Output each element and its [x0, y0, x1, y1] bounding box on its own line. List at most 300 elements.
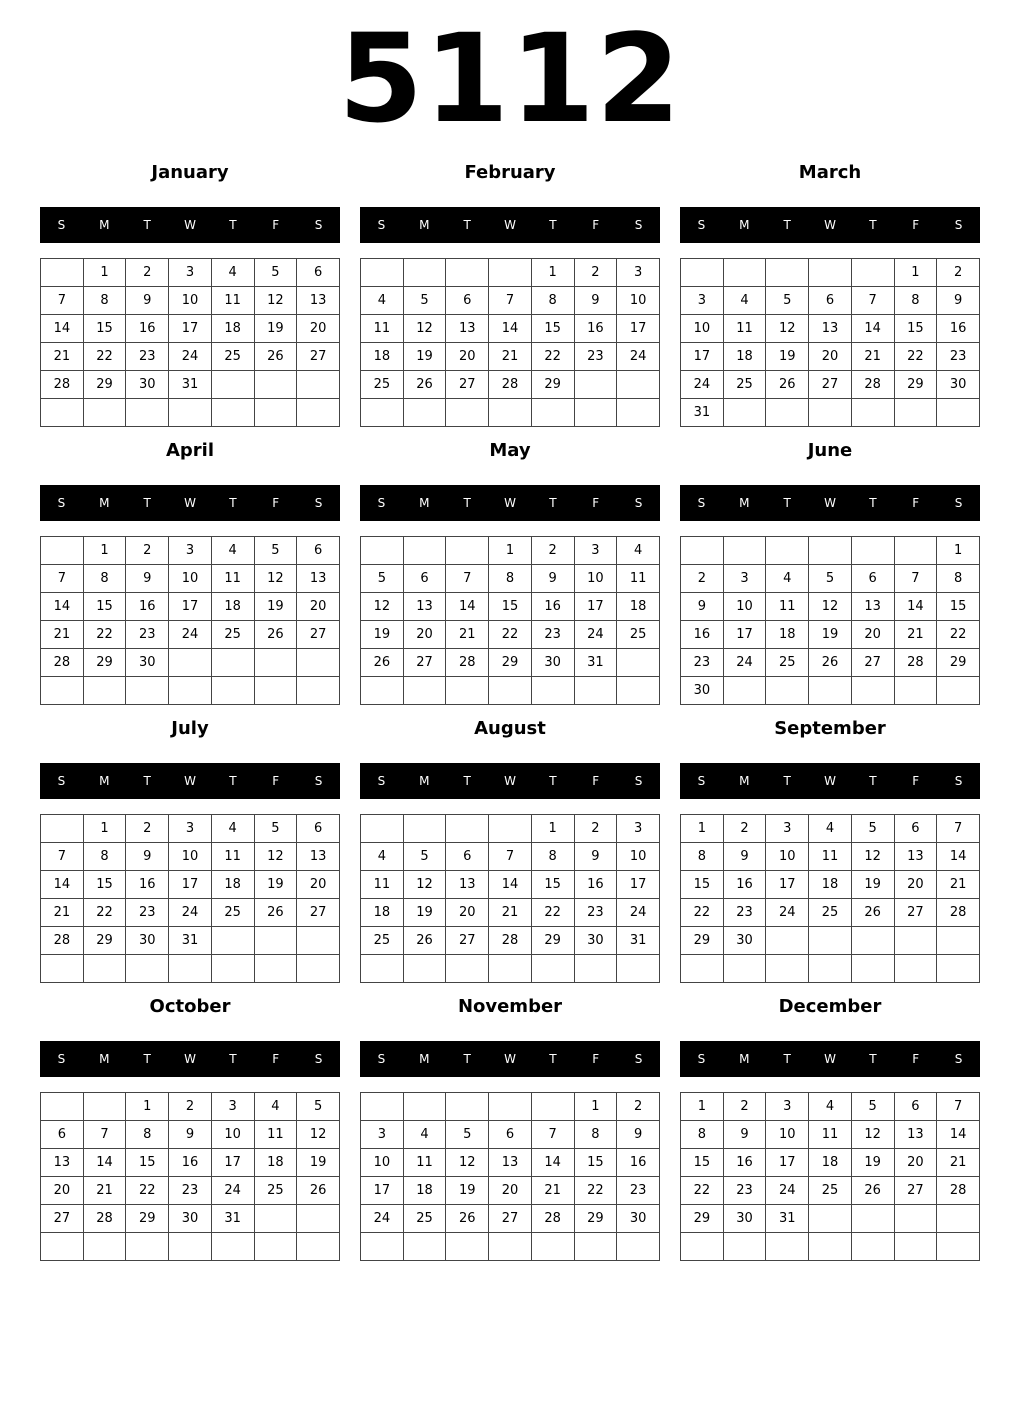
day-cell: 8 — [937, 565, 980, 593]
weekday-label: S — [697, 774, 706, 788]
week-row — [41, 1233, 340, 1261]
day-cell — [531, 955, 574, 983]
day-cell: 24 — [766, 899, 809, 927]
weekday-header — [360, 1041, 660, 1077]
day-cell: 24 — [169, 899, 212, 927]
day-cell: 12 — [851, 843, 894, 871]
day-cell: 30 — [169, 1205, 212, 1233]
weekday-label: S — [377, 496, 386, 510]
weekday-label: W — [184, 218, 196, 232]
day-cell — [297, 955, 340, 983]
day-cell — [254, 371, 297, 399]
day-cell: 17 — [574, 593, 617, 621]
day-cell: 8 — [531, 843, 574, 871]
week-row — [41, 1177, 340, 1205]
day-cell: 10 — [361, 1149, 404, 1177]
day-cell: 30 — [681, 677, 724, 705]
weekday-header — [360, 207, 660, 243]
week-row — [41, 371, 340, 399]
day-cell: 27 — [894, 1177, 937, 1205]
weekday-label: F — [272, 774, 280, 788]
day-cell: 15 — [126, 1149, 169, 1177]
day-cell — [41, 815, 84, 843]
week-row — [41, 815, 340, 843]
day-cell: 9 — [531, 565, 574, 593]
day-cell: 7 — [446, 565, 489, 593]
day-cell — [169, 1233, 212, 1261]
day-cell — [937, 1233, 980, 1261]
day-cell: 10 — [723, 593, 766, 621]
day-cell: 31 — [766, 1205, 809, 1233]
day-cell: 22 — [574, 1177, 617, 1205]
day-cell — [126, 1233, 169, 1261]
day-cell: 12 — [446, 1149, 489, 1177]
day-cell: 1 — [894, 259, 937, 287]
day-cell — [681, 537, 724, 565]
day-cell — [254, 677, 297, 705]
day-cell: 28 — [489, 371, 532, 399]
day-cell: 15 — [83, 871, 126, 899]
day-cell — [446, 259, 489, 287]
day-cell: 14 — [489, 315, 532, 343]
weekday-label: T — [783, 774, 791, 788]
day-cell — [574, 399, 617, 427]
day-cell — [41, 955, 84, 983]
weekday-label: M — [99, 496, 110, 510]
day-cell — [809, 399, 852, 427]
week-row — [41, 343, 340, 371]
week-row — [361, 399, 660, 427]
day-cell — [297, 649, 340, 677]
day-cell: 20 — [41, 1177, 84, 1205]
weekday-label: F — [912, 774, 920, 788]
day-cell — [617, 399, 660, 427]
day-cell: 15 — [531, 315, 574, 343]
week-row — [681, 1121, 980, 1149]
day-grid — [680, 814, 980, 983]
day-cell: 29 — [489, 649, 532, 677]
weekday-label: S — [634, 218, 643, 232]
day-cell: 12 — [851, 1121, 894, 1149]
weekday-label: S — [954, 774, 963, 788]
weekday-label: F — [592, 496, 600, 510]
week-row — [361, 871, 660, 899]
day-cell: 19 — [446, 1177, 489, 1205]
day-cell: 8 — [83, 287, 126, 315]
day-cell — [617, 371, 660, 399]
day-cell — [851, 537, 894, 565]
day-cell — [297, 927, 340, 955]
week-row — [361, 899, 660, 927]
day-cell: 8 — [126, 1121, 169, 1149]
day-cell: 25 — [361, 927, 404, 955]
week-row — [361, 843, 660, 871]
weekday-label: M — [739, 774, 750, 788]
week-row — [361, 677, 660, 705]
day-cell: 19 — [254, 871, 297, 899]
week-row — [361, 815, 660, 843]
day-cell: 17 — [169, 593, 212, 621]
day-cell: 23 — [681, 649, 724, 677]
weekday-label: T — [463, 1052, 471, 1066]
weekday-label: W — [824, 218, 836, 232]
day-cell — [766, 399, 809, 427]
weekday-label: T — [783, 1052, 791, 1066]
weekday-label: W — [504, 1052, 516, 1066]
day-cell: 12 — [254, 565, 297, 593]
day-cell: 24 — [617, 899, 660, 927]
day-cell: 30 — [126, 371, 169, 399]
day-cell: 30 — [574, 927, 617, 955]
weekday-label: S — [57, 496, 66, 510]
day-cell: 4 — [211, 815, 254, 843]
weekday-label: F — [272, 218, 280, 232]
week-row — [681, 287, 980, 315]
day-cell: 23 — [126, 899, 169, 927]
day-cell: 29 — [83, 927, 126, 955]
day-cell — [894, 399, 937, 427]
day-cell — [403, 259, 446, 287]
day-cell: 11 — [361, 315, 404, 343]
day-cell: 14 — [83, 1149, 126, 1177]
weekday-label: T — [549, 496, 557, 510]
day-cell — [894, 955, 937, 983]
day-cell: 10 — [766, 843, 809, 871]
day-cell: 9 — [169, 1121, 212, 1149]
day-cell: 8 — [489, 565, 532, 593]
day-cell: 1 — [83, 259, 126, 287]
day-cell: 14 — [531, 1149, 574, 1177]
week-row — [361, 927, 660, 955]
day-cell: 3 — [681, 287, 724, 315]
day-grid — [40, 258, 340, 427]
day-cell: 24 — [681, 371, 724, 399]
day-cell: 3 — [617, 815, 660, 843]
day-cell: 6 — [894, 815, 937, 843]
day-cell: 24 — [169, 621, 212, 649]
day-cell: 22 — [531, 343, 574, 371]
day-cell: 18 — [211, 315, 254, 343]
day-cell — [403, 1233, 446, 1261]
day-cell — [851, 1205, 894, 1233]
day-cell: 30 — [723, 927, 766, 955]
week-row — [681, 871, 980, 899]
day-cell: 15 — [531, 871, 574, 899]
week-row — [681, 537, 980, 565]
day-cell: 12 — [254, 287, 297, 315]
weekday-label: S — [954, 218, 963, 232]
weekday-label: T — [549, 1052, 557, 1066]
month-name: April — [165, 440, 215, 461]
day-cell — [254, 1233, 297, 1261]
day-cell: 8 — [681, 1121, 724, 1149]
day-cell: 28 — [851, 371, 894, 399]
day-cell: 18 — [211, 593, 254, 621]
weekday-label: S — [697, 218, 706, 232]
day-cell: 16 — [531, 593, 574, 621]
day-cell: 3 — [361, 1121, 404, 1149]
week-row — [681, 1149, 980, 1177]
weekday-label: S — [314, 218, 323, 232]
day-cell — [489, 955, 532, 983]
day-cell: 9 — [126, 843, 169, 871]
month-name: February — [464, 162, 556, 183]
day-cell: 20 — [297, 315, 340, 343]
weekday-label: S — [377, 774, 386, 788]
day-cell: 15 — [681, 1149, 724, 1177]
weekday-label: S — [314, 1052, 323, 1066]
day-cell: 3 — [211, 1093, 254, 1121]
day-cell: 19 — [254, 593, 297, 621]
day-cell: 16 — [681, 621, 724, 649]
day-cell: 2 — [574, 815, 617, 843]
weekday-label: F — [592, 218, 600, 232]
day-cell — [489, 259, 532, 287]
day-cell — [254, 927, 297, 955]
day-cell: 3 — [766, 815, 809, 843]
day-cell: 2 — [574, 259, 617, 287]
day-cell: 26 — [254, 621, 297, 649]
day-cell: 27 — [894, 899, 937, 927]
week-row — [361, 1149, 660, 1177]
day-cell — [361, 677, 404, 705]
day-cell — [83, 1093, 126, 1121]
week-row — [681, 1205, 980, 1233]
day-cell: 25 — [809, 1177, 852, 1205]
day-cell: 24 — [574, 621, 617, 649]
day-cell: 12 — [766, 315, 809, 343]
day-cell: 7 — [489, 287, 532, 315]
day-cell: 18 — [403, 1177, 446, 1205]
day-cell: 30 — [723, 1205, 766, 1233]
month-name: July — [171, 718, 209, 739]
week-row — [361, 649, 660, 677]
day-cell: 13 — [809, 315, 852, 343]
weekday-label: T — [463, 218, 471, 232]
day-cell: 17 — [169, 315, 212, 343]
day-cell: 25 — [403, 1205, 446, 1233]
day-cell: 4 — [361, 843, 404, 871]
day-cell: 5 — [254, 259, 297, 287]
weekday-label: F — [272, 496, 280, 510]
day-cell: 27 — [446, 371, 489, 399]
day-cell: 27 — [297, 899, 340, 927]
day-cell: 23 — [531, 621, 574, 649]
day-cell: 19 — [254, 315, 297, 343]
day-cell: 11 — [211, 565, 254, 593]
day-cell: 15 — [489, 593, 532, 621]
day-cell — [446, 1233, 489, 1261]
week-row — [41, 1149, 340, 1177]
day-cell: 25 — [254, 1177, 297, 1205]
day-cell — [937, 677, 980, 705]
day-cell: 29 — [531, 927, 574, 955]
day-cell — [83, 677, 126, 705]
day-cell: 6 — [809, 287, 852, 315]
week-row — [41, 565, 340, 593]
day-cell: 13 — [297, 287, 340, 315]
day-cell: 22 — [489, 621, 532, 649]
day-cell: 11 — [809, 1121, 852, 1149]
day-cell: 26 — [254, 343, 297, 371]
day-cell — [894, 537, 937, 565]
week-row — [361, 621, 660, 649]
weekday-label: W — [184, 496, 196, 510]
day-cell: 17 — [617, 871, 660, 899]
day-cell: 4 — [403, 1121, 446, 1149]
day-cell — [766, 1233, 809, 1261]
day-cell: 5 — [361, 565, 404, 593]
day-cell — [297, 371, 340, 399]
day-cell: 3 — [574, 537, 617, 565]
day-cell: 21 — [894, 621, 937, 649]
day-cell: 5 — [446, 1121, 489, 1149]
day-cell — [574, 1233, 617, 1261]
day-cell — [617, 649, 660, 677]
day-cell: 26 — [254, 899, 297, 927]
day-cell — [531, 399, 574, 427]
day-cell — [489, 1093, 532, 1121]
day-cell: 5 — [254, 537, 297, 565]
day-grid — [40, 536, 340, 705]
day-cell: 16 — [126, 871, 169, 899]
day-cell: 6 — [403, 565, 446, 593]
week-row — [361, 1233, 660, 1261]
weekday-label: F — [592, 1052, 600, 1066]
day-cell: 5 — [851, 815, 894, 843]
weekday-header — [40, 763, 340, 799]
weekday-header — [360, 763, 660, 799]
day-cell: 5 — [766, 287, 809, 315]
day-cell: 6 — [297, 537, 340, 565]
week-row — [681, 1177, 980, 1205]
day-cell: 22 — [126, 1177, 169, 1205]
weekday-label: F — [912, 218, 920, 232]
week-row — [681, 927, 980, 955]
day-cell: 13 — [446, 871, 489, 899]
week-row — [681, 843, 980, 871]
weekday-label: W — [824, 1052, 836, 1066]
day-cell — [83, 399, 126, 427]
day-cell: 17 — [211, 1149, 254, 1177]
weekday-label: T — [869, 218, 877, 232]
day-cell — [723, 399, 766, 427]
day-cell — [766, 677, 809, 705]
day-cell: 23 — [617, 1177, 660, 1205]
week-row — [681, 343, 980, 371]
day-cell: 6 — [297, 815, 340, 843]
day-grid — [360, 536, 660, 705]
day-cell — [937, 399, 980, 427]
weekday-label: T — [463, 774, 471, 788]
day-cell: 13 — [446, 315, 489, 343]
day-cell: 4 — [766, 565, 809, 593]
day-cell — [937, 927, 980, 955]
week-row — [681, 815, 980, 843]
weekday-label: S — [634, 1052, 643, 1066]
week-row — [361, 1205, 660, 1233]
day-cell: 21 — [489, 899, 532, 927]
day-cell: 22 — [83, 899, 126, 927]
week-row — [41, 315, 340, 343]
day-cell: 1 — [83, 815, 126, 843]
day-cell: 3 — [617, 259, 660, 287]
day-cell — [681, 1233, 724, 1261]
day-cell: 22 — [681, 1177, 724, 1205]
day-cell: 18 — [723, 343, 766, 371]
day-cell: 21 — [41, 899, 84, 927]
day-cell: 16 — [126, 593, 169, 621]
day-cell: 9 — [126, 287, 169, 315]
day-cell: 2 — [126, 537, 169, 565]
day-cell: 10 — [169, 565, 212, 593]
weekday-label: T — [869, 1052, 877, 1066]
day-cell: 5 — [403, 843, 446, 871]
day-cell — [403, 677, 446, 705]
weekday-label: W — [504, 218, 516, 232]
day-cell: 26 — [361, 649, 404, 677]
week-row — [361, 343, 660, 371]
day-cell: 10 — [169, 843, 212, 871]
day-cell: 29 — [681, 927, 724, 955]
week-row — [41, 621, 340, 649]
week-row — [41, 1121, 340, 1149]
day-cell — [809, 537, 852, 565]
day-cell — [766, 259, 809, 287]
day-cell: 27 — [851, 649, 894, 677]
weekday-label: T — [783, 218, 791, 232]
day-cell: 28 — [41, 371, 84, 399]
day-cell — [894, 1205, 937, 1233]
day-cell — [83, 955, 126, 983]
day-cell: 30 — [126, 927, 169, 955]
day-cell — [851, 955, 894, 983]
day-cell — [297, 399, 340, 427]
week-row — [41, 899, 340, 927]
week-row — [681, 677, 980, 705]
day-cell: 31 — [211, 1205, 254, 1233]
week-row — [361, 1121, 660, 1149]
weekday-label: S — [634, 774, 643, 788]
month-name: January — [151, 162, 229, 183]
weekday-label: T — [143, 218, 151, 232]
day-cell — [723, 677, 766, 705]
day-cell: 19 — [403, 343, 446, 371]
day-cell: 15 — [937, 593, 980, 621]
day-cell: 26 — [851, 899, 894, 927]
day-cell: 3 — [169, 815, 212, 843]
day-cell — [41, 399, 84, 427]
weekday-label: M — [99, 774, 110, 788]
week-row — [681, 315, 980, 343]
day-cell — [211, 927, 254, 955]
day-cell: 1 — [83, 537, 126, 565]
day-cell — [617, 677, 660, 705]
day-cell: 9 — [574, 287, 617, 315]
weekday-label: T — [869, 774, 877, 788]
day-cell: 16 — [937, 315, 980, 343]
day-cell: 8 — [83, 843, 126, 871]
day-cell — [83, 1233, 126, 1261]
day-cell: 29 — [531, 371, 574, 399]
week-row — [41, 1093, 340, 1121]
day-cell: 26 — [446, 1205, 489, 1233]
day-cell: 11 — [361, 871, 404, 899]
day-cell — [254, 399, 297, 427]
week-row — [681, 371, 980, 399]
day-cell: 27 — [446, 927, 489, 955]
day-cell: 25 — [809, 899, 852, 927]
